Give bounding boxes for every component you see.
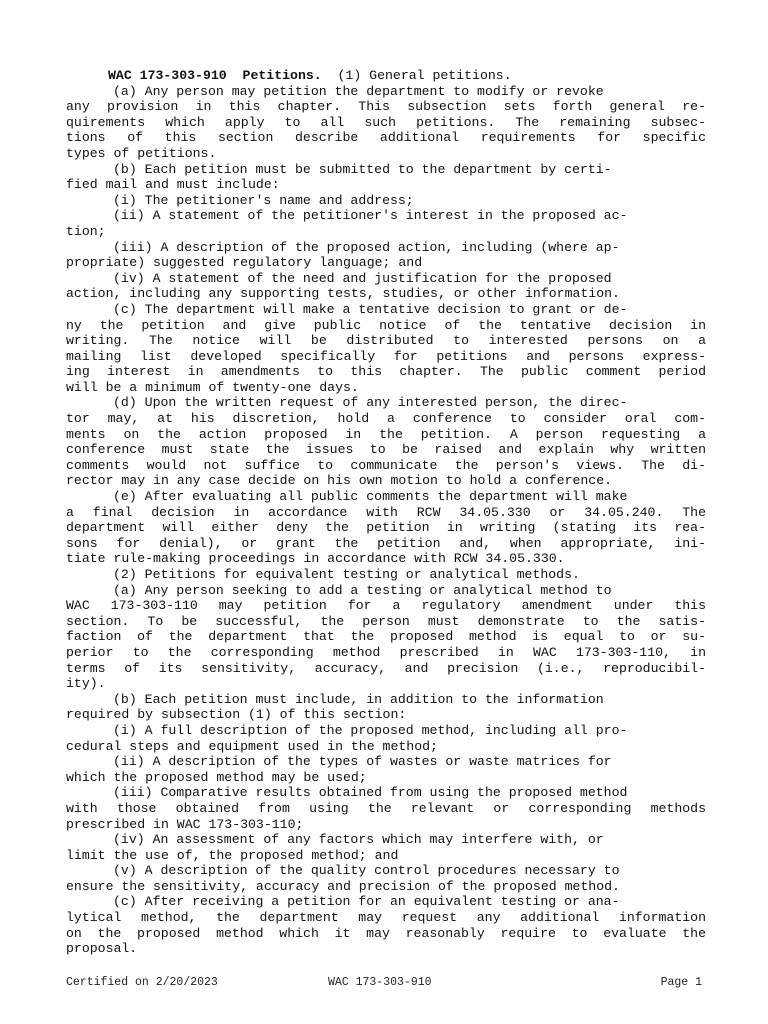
text-line <box>66 832 706 848</box>
text-line <box>66 115 706 131</box>
text-line <box>66 676 706 692</box>
line-text: WAC 173-303-110 may petition for a regulatory amendment under this <box>66 598 706 614</box>
line-text: cedural steps and equipment used in the method; <box>66 738 438 754</box>
text-line <box>66 707 706 723</box>
text-line <box>66 99 706 115</box>
page-number: Page 1 <box>660 976 702 989</box>
line-text: (d) Upon the written request of any interested person, the direc- <box>113 395 628 411</box>
text-line <box>66 801 706 817</box>
line-text: sons for denial), or grant the petition and, when appropriate, ini- <box>66 535 706 551</box>
line-text: conference must state the issues to be raised and explain why written <box>66 442 706 458</box>
text-line <box>66 162 706 178</box>
line-text: (i) The petitioner's name and address; <box>113 192 414 208</box>
text-line <box>66 645 706 661</box>
text-line <box>66 910 706 926</box>
text-line <box>66 271 706 287</box>
line-text: action, including any supporting tests, studies, or other information. <box>66 286 620 302</box>
line-text: department will either deny the petition in writing (stating its rea- <box>66 520 706 536</box>
line-text: (e) After evaluating all public comments the department will make <box>113 489 628 505</box>
line-text: (i) A full description of the proposed method, including all pro- <box>113 722 628 738</box>
line-text: ing interest in amendments to this chapter. The public comment period <box>66 364 706 380</box>
line-text: tions of this section describe additional requirements for specific <box>66 130 706 146</box>
text-line <box>66 489 706 505</box>
line-text: ments on the action proposed in the petition. A person requesting a <box>66 426 706 442</box>
text-line <box>66 505 706 521</box>
line-text: proposal. <box>66 941 138 957</box>
text-line <box>66 395 706 411</box>
text-line <box>66 661 706 677</box>
line-text: perior to the corresponding method prescribed in WAC 173-303-110, in <box>66 644 706 660</box>
text-line <box>66 442 706 458</box>
line-text: ny the petition and give public notice of the tentative decision in <box>66 317 706 333</box>
text-line <box>66 364 706 380</box>
line-text: (c) After receiving a petition for an equivalent testing or ana- <box>113 894 620 910</box>
text-line <box>66 926 706 942</box>
line-text: on the proposed method which it may reasonably require to evaluate the <box>66 925 706 941</box>
line-text: tiate rule-making proceedings in accordance with RCW 34.05.330. <box>66 551 565 567</box>
line-text: (a) Any person seeking to add a testing or analytical method to <box>113 582 612 598</box>
line-text: tion; <box>66 223 106 239</box>
line-text: (iii) Comparative results obtained from using the proposed method <box>113 785 628 801</box>
certified-date: Certified on 2/20/2023 <box>66 976 218 989</box>
text-line <box>66 427 706 443</box>
line-text: tor may, at his discretion, hold a conference to consider oral com- <box>66 411 706 427</box>
text-line <box>66 692 706 708</box>
line-text: ensure the sensitivity, accuracy and precision of the proposed method. <box>66 878 620 894</box>
text-line <box>66 520 706 536</box>
section-title: Petitions. <box>242 68 322 83</box>
subsection-intro: (1) General petitions. <box>337 68 512 83</box>
text-line <box>66 536 706 552</box>
line-text: section. To be successful, the person must demonstrate to the satis- <box>66 613 706 629</box>
text-line <box>66 723 706 739</box>
line-text: (b) Each petition must include, in addition to the information <box>113 691 604 707</box>
line-text: any provision in this chapter. This subsection sets forth general re- <box>66 99 706 115</box>
text-line <box>66 863 706 879</box>
text-line <box>66 614 706 630</box>
line-text: rector may in any case decide on his own motion to hold a conference. <box>66 473 613 489</box>
text-line <box>66 879 706 895</box>
line-text: lytical method, the department may request any additional information <box>66 910 706 926</box>
line-text: faction of the department that the proposed method is equal to or su- <box>66 629 706 645</box>
line-text: (iv) A statement of the need and justification for the proposed <box>113 270 612 286</box>
text-line <box>66 770 706 786</box>
text-line <box>66 458 706 474</box>
footer-citation: WAC 173-303-910 <box>328 976 432 989</box>
text-line <box>66 380 706 396</box>
line-text: terms of its sensitivity, accuracy, and precision (i.e., reproducibil- <box>66 660 706 676</box>
line-text: prescribed in WAC 173-303-110; <box>66 816 304 832</box>
text-line <box>66 208 706 224</box>
text-line <box>66 598 706 614</box>
line-text: fied mail and must include: <box>66 177 280 193</box>
line-text: will be a minimum of twenty-one days. <box>66 379 359 395</box>
line-text: propriate) suggested regulatory language; and <box>66 255 423 271</box>
line-text: mailing list developed specifically for petitions and persons express- <box>66 348 706 364</box>
line-text: (b) Each petition must be submitted to the department by certi- <box>113 161 612 177</box>
text-line <box>66 785 706 801</box>
line-text: with those obtained from using the relevant or corresponding methods <box>66 800 706 816</box>
text-line <box>66 349 706 365</box>
line-text: comments would not suffice to communicate the person's views. The di- <box>66 457 706 473</box>
line-text: (ii) A statement of the petitioner's interest in the proposed ac- <box>113 208 628 224</box>
text-line <box>66 411 706 427</box>
text-line <box>66 84 706 100</box>
line-text: (v) A description of the quality control procedures necessary to <box>113 863 620 879</box>
line-text: (iv) An assessment of any factors which may interfere with, or <box>113 832 604 848</box>
text-line <box>66 473 706 489</box>
text-line <box>66 583 706 599</box>
line-text: limit the use of, the proposed method; and <box>66 847 399 863</box>
text-line <box>66 551 706 567</box>
text-line <box>66 894 706 910</box>
text-line <box>66 754 706 770</box>
text-line <box>66 177 706 193</box>
text-line <box>66 130 706 146</box>
text-line <box>66 567 706 583</box>
text-line <box>66 240 706 256</box>
text-line <box>66 146 706 162</box>
text-line <box>66 224 706 240</box>
line-text: required by subsection (1) of this section: <box>66 707 407 723</box>
section-number: WAC 173-303-910 <box>108 68 227 83</box>
text-line <box>66 255 706 271</box>
paragraph-lines <box>66 84 706 957</box>
text-line <box>66 193 706 209</box>
line-text: (c) The department will make a tentative decision to grant or de- <box>113 301 628 317</box>
line-text: (a) Any person may petition the department to modify or revoke <box>113 83 604 99</box>
line-text: types of petitions. <box>66 145 217 161</box>
line-text: a final decision in accordance with RCW 34.05.330 or 34.05.240. The <box>66 504 706 520</box>
line-text: quirements which apply to all such petitions. The remaining subsec- <box>66 114 706 130</box>
text-line <box>66 333 706 349</box>
line-text: writing. The notice will be distributed to interested persons on a <box>66 333 706 349</box>
text-line <box>66 817 706 833</box>
line-text: ity). <box>66 676 106 692</box>
document-body <box>66 68 706 957</box>
text-line <box>66 318 706 334</box>
text-line <box>66 302 706 318</box>
text-line <box>66 739 706 755</box>
section-heading <box>66 68 706 84</box>
text-line <box>66 848 706 864</box>
text-line <box>66 286 706 302</box>
line-text: which the proposed method may be used; <box>66 769 367 785</box>
line-text: (iii) A description of the proposed action, including (where ap- <box>113 239 620 255</box>
line-text: (2) Petitions for equivalent testing or analytical methods. <box>113 567 580 582</box>
line-text: (ii) A description of the types of wastes or waste matrices for <box>113 754 612 770</box>
text-line <box>66 941 706 957</box>
text-line <box>66 629 706 645</box>
